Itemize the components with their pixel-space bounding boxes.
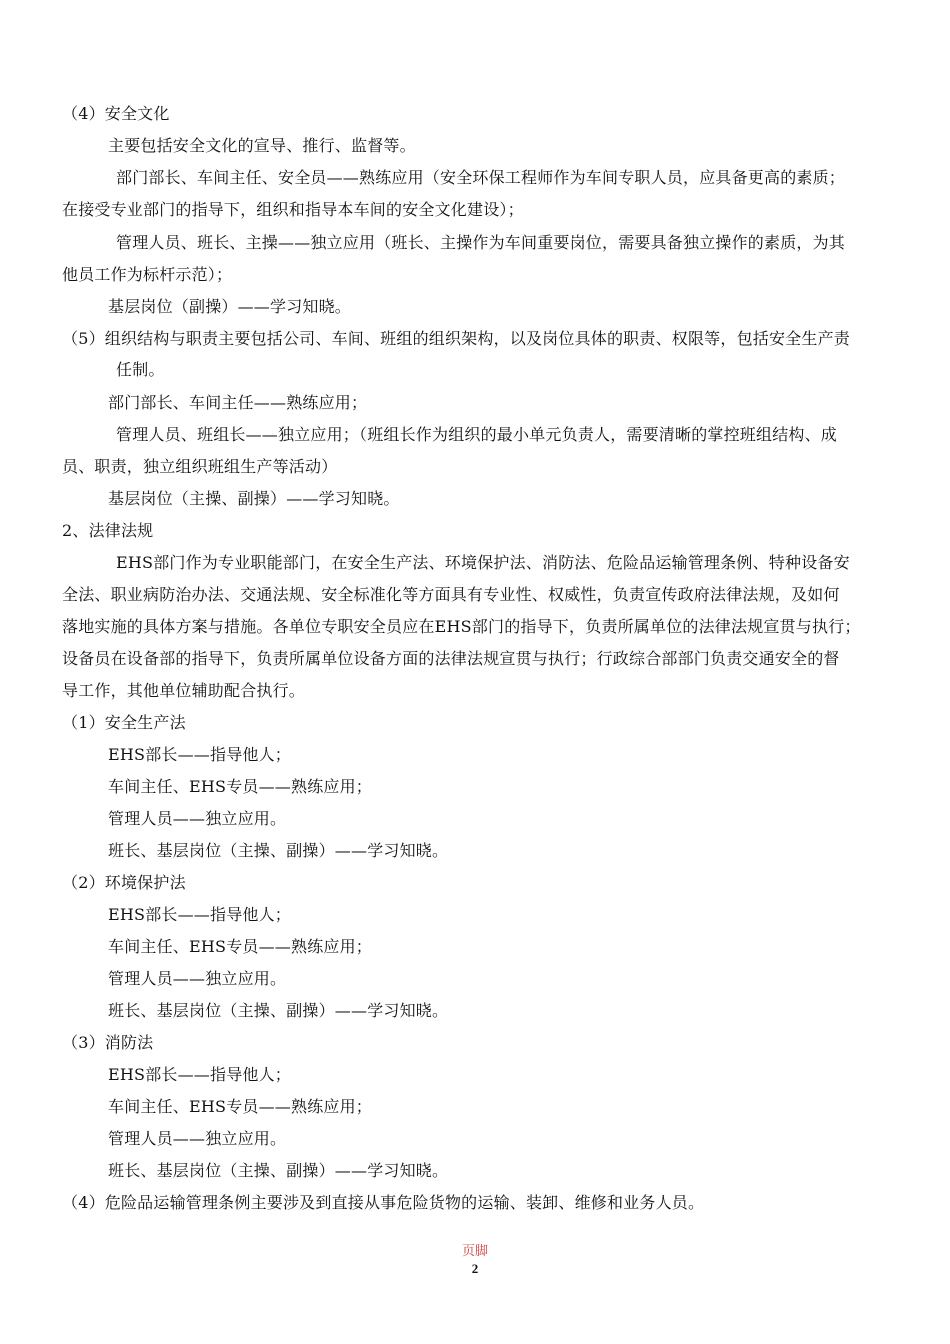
- list-item: 班长、基层岗位（主操、副操）——学习知晓。: [108, 1161, 449, 1180]
- list-item: 班长、基层岗位（主操、副操）——学习知晓。: [108, 841, 449, 860]
- heading-production-safety-law: （1）安全生产法: [62, 713, 186, 732]
- paragraph-line: 基层岗位（主操、副操）——学习知晓。: [108, 489, 400, 508]
- paragraph-line: 部门部长、车间主任——熟练应用；: [108, 393, 368, 412]
- paragraph-line: 任制。: [116, 360, 165, 379]
- list-item: 车间主任、EHS专员——熟练应用；: [108, 1097, 372, 1116]
- list-item: 管理人员——独立应用。: [108, 1129, 287, 1148]
- paragraph-line: 主要包括安全文化的宣导、推行、监督等。: [108, 136, 416, 155]
- paragraph-line: 全法、职业病防治办法、交通法规、安全标准化等方面具有专业性、权威性，负责宣传政府法律法规，及如何: [62, 585, 840, 604]
- list-item: 管理人员——独立应用。: [108, 809, 287, 828]
- list-item: 管理人员——独立应用。: [108, 969, 287, 988]
- paragraph-line: 基层岗位（副操）——学习知晓。: [108, 297, 352, 316]
- list-item: EHS部长——指导他人；: [108, 745, 291, 764]
- paragraph-line: 管理人员、班长、主操——独立应用（班长、主操作为车间重要岗位，需要具备独立操作的素质，为其: [116, 233, 846, 252]
- page-number: 2: [471, 1261, 479, 1276]
- paragraph-line: EHS部门作为专业职能部门，在安全生产法、环境保护法、消防法、危险品运输管理条例、特种设备安: [116, 553, 850, 572]
- paragraph-line: 他员工作为标杆示范）；: [62, 265, 233, 284]
- list-item: 车间主任、EHS专员——熟练应用；: [108, 777, 372, 796]
- paragraph-line: 在接受专业部门的指导下，组织和指导本车间的安全文化建设）；: [62, 200, 524, 219]
- heading-safety-culture: （4）安全文化: [62, 104, 170, 123]
- paragraph-line: 员、职责，独立组织班组生产等活动）: [62, 457, 338, 476]
- paragraph-line: 部门部长、车间主任、安全员——熟练应用（安全环保工程师作为车间专职人员，应具备更高的素质；: [116, 168, 846, 187]
- list-item: EHS部长——指导他人；: [108, 1065, 291, 1084]
- paragraph-line: 导工作，其他单位辅助配合执行。: [62, 681, 306, 700]
- list-item: 车间主任、EHS专员——熟练应用；: [108, 937, 372, 956]
- heading-environmental-law: （2）环境保护法: [62, 873, 186, 892]
- list-item: EHS部长——指导他人；: [108, 905, 291, 924]
- section-heading-laws: 2、法律法规: [62, 521, 154, 540]
- footer-label: 页脚: [461, 1244, 488, 1259]
- paragraph-line: 落地实施的具体方案与措施。各单位专职安全员应在EHS部门的指导下，负责所属单位的法律法规宣贯与执行；: [62, 617, 861, 636]
- heading-fire-law: （3）消防法: [62, 1033, 154, 1052]
- heading-org-structure: （5）组织结构与职责主要包括公司、车间、班组的组织架构，以及岗位具体的职责、权限等，包括安全生产责: [62, 329, 850, 348]
- paragraph-line: 管理人员、班组长——独立应用；（班组长作为组织的最小单元负责人，需要清晰的掌控班组结构、成: [116, 425, 838, 444]
- heading-hazmat-regulation: （4）危险品运输管理条例主要涉及到直接从事危险货物的运输、装卸、维修和业务人员。: [62, 1193, 705, 1212]
- list-item: 班长、基层岗位（主操、副操）——学习知晓。: [108, 1001, 449, 1020]
- paragraph-line: 设备员在设备部的指导下，负责所属单位设备方面的法律法规宣贯与执行；行政综合部部门负责交通安全的督: [62, 649, 840, 668]
